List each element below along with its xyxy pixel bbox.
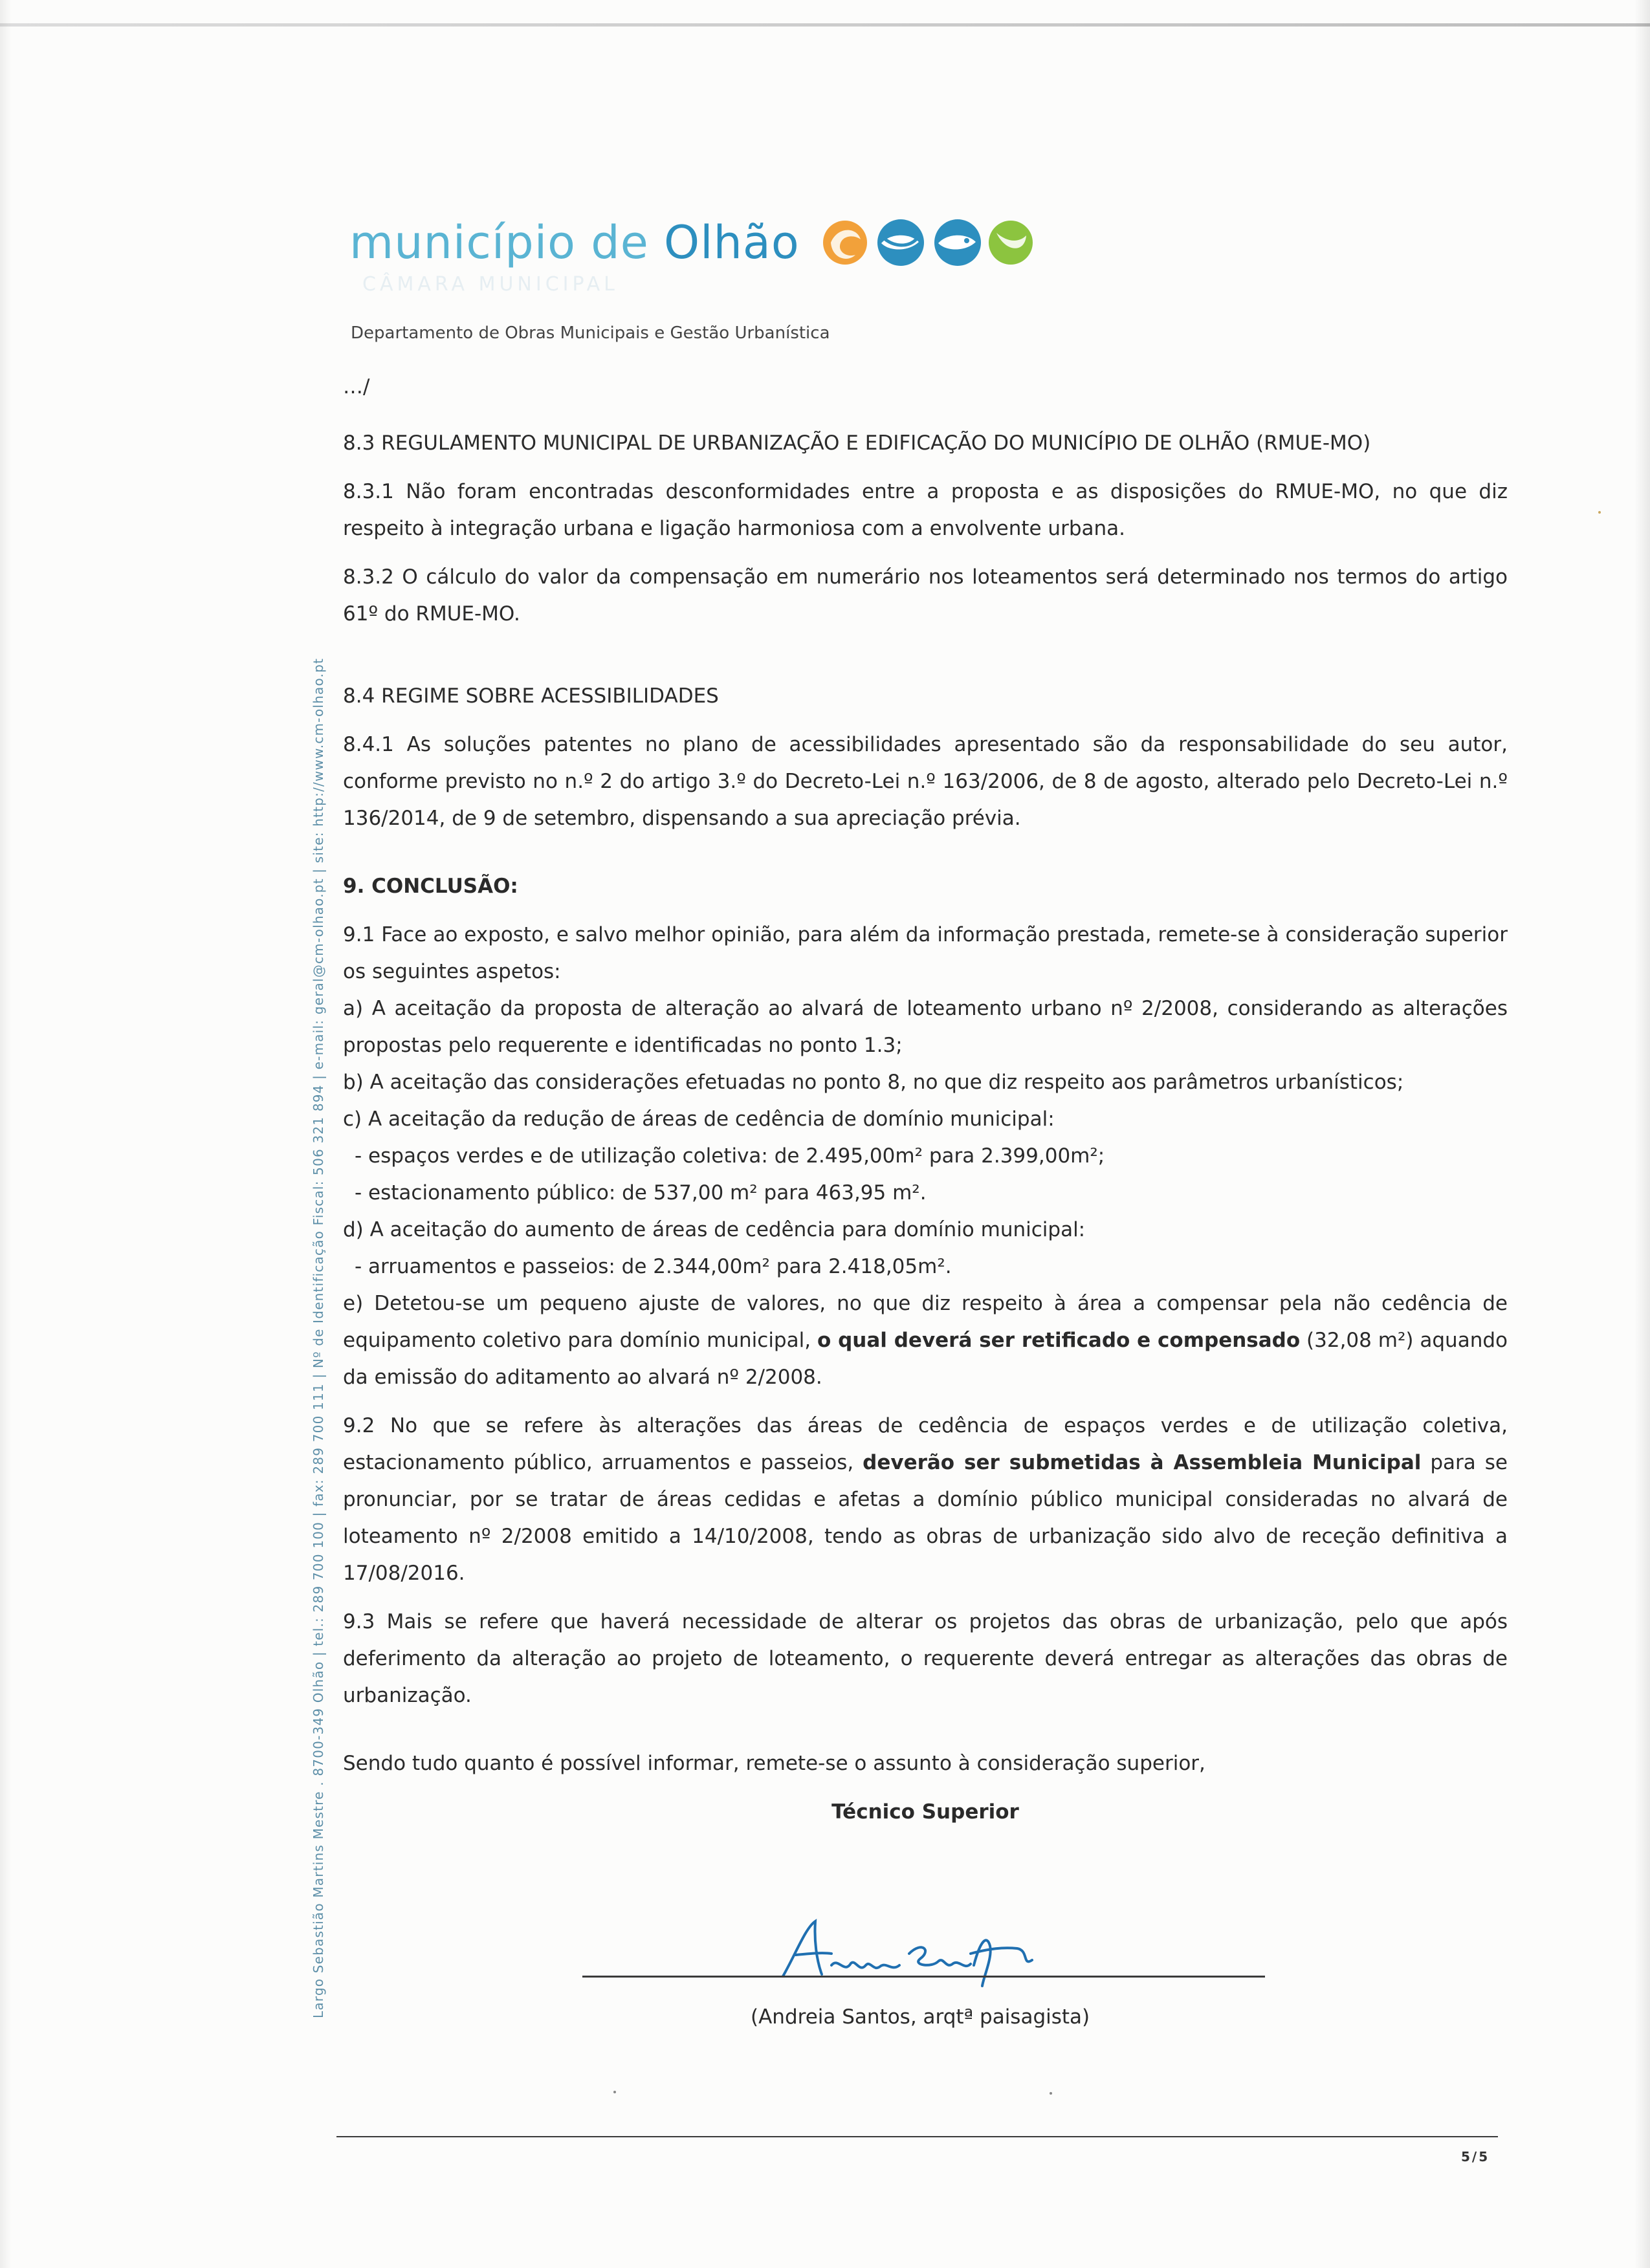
item-e-emphasis: o qual deverá ser retificado e compensado [817, 1329, 1301, 1352]
section-8-3-title: 8.3 REGULAMENTO MUNICIPAL DE URBANIZAÇÃO E EDIFICAÇÃO DO MUNICÍPIO DE OLHÃO (RMUE-MO) [343, 431, 1371, 455]
signatory-role: Técnico Superior [831, 1800, 1019, 1824]
scan-edge [0, 23, 1650, 27]
continuation-mark: …/ [343, 375, 370, 398]
item-e-text-start: e) Detetou-se um pequeno ajuste de valores, no que diz respeito à área a compensar pela não cedência de equipamento coletivo para domínio municipal, [343, 1292, 1508, 1352]
item-d-1: - arruamentos e passeios: de 2.344,00m² para 2.418,05m². [355, 1255, 952, 1278]
item-e [343, 1285, 1508, 1396]
paragraph-9-2-emphasis: deverão ser submetidas à Assembleia Municipal [863, 1451, 1422, 1474]
item-a: a) A aceitação da proposta de alteração ao alvará de loteamento urbano nº 2/2008, considerando as alterações propostas pelo requerente e identificadas no ponto 1.3; [343, 997, 1508, 1057]
paragraph-9-2 [343, 1408, 1508, 1592]
department-name: Departamento de Obras Municipais e Gestão Urbanística [351, 323, 830, 343]
page-number: 5/5 [1461, 2149, 1490, 2164]
item-b: b) A aceitação das considerações efetuadas no ponto 8, no que diz respeito aos parâmetros urbanísticos; [343, 1071, 1404, 1094]
paragraph-9-3: 9.3 Mais se refere que haverá necessidade de alterar os projetos das obras de urbanização, pelo que após deferimento da alteração ao projeto de loteamento, o requerente deverá entregar as alterações das obras de urbanização. [343, 1610, 1508, 1707]
sidebar-contact-info: Largo Sebastião Martins Mestre . 8700-349 Olhão | tel.: 289 700 100 | fax: 289 700 111 | Nº de Identificação Fiscal: 506 321 894 | e-mail: geral@cm-olhao.pt | site: http://www.cm-olhao.pt [311, 657, 326, 2018]
brand-subtitle: CÂMARA MUNICIPAL [362, 273, 619, 296]
scan-speck [613, 2091, 616, 2093]
brand-name: Olhão [664, 216, 800, 269]
handwritten-signature [776, 1915, 1048, 1992]
letterhead-brand [349, 213, 1038, 272]
closing-sentence: Sendo tudo quanto é possível informar, remete-se o assunto à consideração superior, [343, 1752, 1205, 1775]
scan-shade-right [1634, 0, 1650, 2268]
scan-speck [1050, 2092, 1052, 2095]
item-c-1: - espaços verdes e de utilização coletiva: de 2.495,00m² para 2.399,00m²; [355, 1144, 1105, 1168]
signatory-name: (Andreia Santos, arqtª paisagista) [751, 2005, 1090, 2029]
paragraph-8-3-1: 8.3.1 Não foram encontradas desconformidades entre a proposta e as disposições do RMUE-MO, no que diz respeito à integração urbana e ligação harmoniosa com a envolvente urbana. [343, 480, 1508, 540]
signature-block [582, 1915, 1268, 2044]
item-e-text-end: (32,08 m²) aquando da emissão do aditamento ao alvará nº 2/2008. [343, 1329, 1508, 1389]
olhao-logo-icon [818, 213, 1038, 272]
brand-wordmark [349, 216, 800, 269]
scan-shade-left [0, 0, 12, 2268]
item-c-2: - estacionamento público: de 537,00 m² para 463,95 m². [355, 1181, 927, 1205]
paragraph-9-1: 9.1 Face ao exposto, e salvo melhor opinião, para além da informação prestada, remete-se à consideração superior os seguintes aspetos: [343, 923, 1508, 983]
section-9-title: 9. CONCLUSÃO: [343, 875, 518, 898]
brand-prefix: município de [349, 216, 665, 269]
signature-line [582, 1976, 1265, 1978]
paragraph-8-3-2: 8.3.2 O cálculo do valor da compensação em numerário nos loteamentos será determinado nos termos do artigo 61º do RMUE-MO. [343, 565, 1508, 626]
paragraph-8-4-1: 8.4.1 As soluções patentes no plano de acessibilidades apresentado são da responsabilidade do seu autor, conforme previsto no n.º 2 do artigo 3.º do Decreto-Lei n.º 163/2006, de 8 de agosto, alterado pelo Decreto-Lei n.º 136/2014, de 9 de setembro, dispensando a sua apreciação prévia. [343, 733, 1508, 830]
document-body [343, 369, 1508, 1831]
section-8-4-title: 8.4 REGIME SOBRE ACESSIBILIDADES [343, 684, 719, 708]
item-c: c) A aceitação da redução de áreas de cedência de domínio municipal: [343, 1107, 1055, 1131]
footer-rule [336, 2136, 1498, 2137]
paragraph-9-2-end: para se pronunciar, por se tratar de áreas cedidas e afetas a domínio público municipal consideradas no alvará de loteamento nº 2/2008 emitido a 14/10/2008, tendo as obras de urbanização sido alvo de receção definitiva a 17/08/2016. [343, 1451, 1508, 1585]
scan-speck [1598, 511, 1601, 514]
item-d: d) A aceitação do aumento de áreas de cedência para domínio municipal: [343, 1218, 1086, 1241]
paragraph-9-2-start: 9.2 No que se refere às alterações das áreas de cedência de espaços verdes e de utilização coletiva, estacionamento público, arruamentos e passeios, [343, 1414, 1508, 1474]
